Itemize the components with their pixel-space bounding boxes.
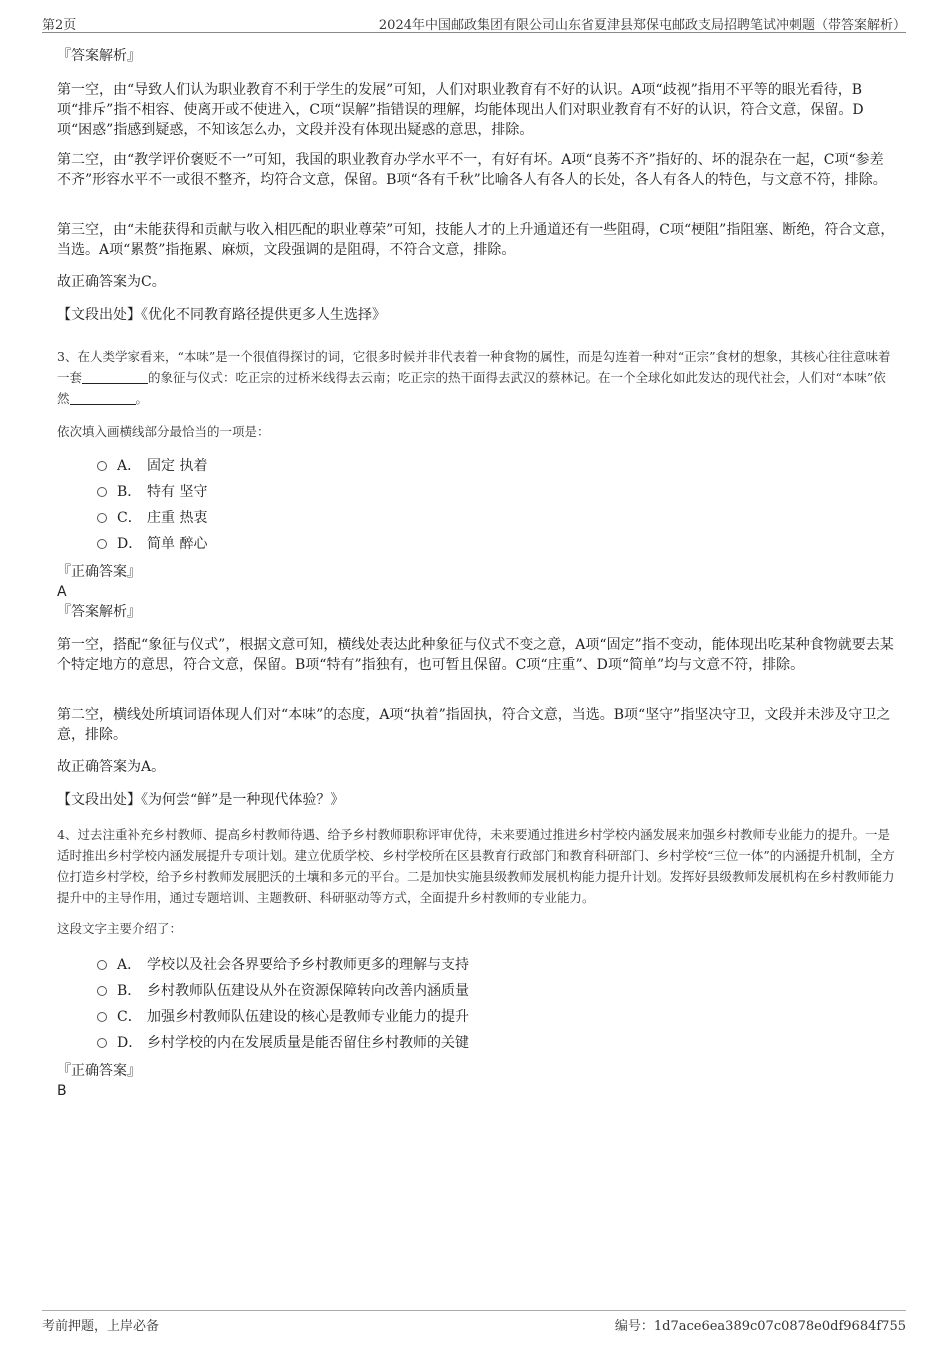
radio-icon[interactable] [97, 1012, 107, 1022]
q2-source: 【文段出处】《优化不同教育路径提供更多人生选择》 [57, 307, 386, 323]
q3-option-a[interactable]: A． 固定 执着 [97, 453, 207, 479]
page-number: 第2页 [42, 18, 77, 33]
q4-answer: B [57, 1083, 67, 1099]
q3-answer-tag: 『正确答案』 [57, 564, 141, 580]
page-footer [42, 1310, 906, 1333]
radio-icon[interactable] [97, 539, 107, 549]
q3-answer: A [57, 584, 67, 600]
q3-option-d[interactable]: D． 简单 醉心 [97, 531, 207, 557]
q3-text-b: 的象征与仪式：吃正宗的过桥米线得去云南；吃正宗的热干面得去武汉的蔡林记。在一个全球化如此发达的现代社会，人们对“本味”依然 [57, 370, 886, 406]
q2-analysis [57, 46, 897, 66]
q3-text-a: 3、在人类学家看来，“本味”是一个很值得探讨的词，它很多时候并非代表着一种食物的属性，而是勾连着一种对“正宗”食材的想象，其核心往往意味着一套 [57, 349, 891, 385]
q4-option-c[interactable]: C． 加强乡村教师队伍建设的核心是教师专业能力的提升 [97, 1004, 469, 1030]
q3-prompt: 依次填入画横线部分最恰当的一项是： [57, 424, 270, 439]
radio-icon[interactable] [97, 960, 107, 970]
analysis-tag: 『答案解析』 [57, 48, 141, 64]
footer-slogan: 考前押题，上岸必备 [42, 1319, 160, 1334]
q4-answer-tag: 『正确答案』 [57, 1063, 141, 1079]
blank-1 [82, 370, 148, 384]
q2-analysis-p3: 第三空，由“未能获得和贡献与收入相匹配的职业尊荣”可知，技能人才的上升通道还有一些阻碍，C项“梗阻”指阻塞、断绝，符合文意，当选。A项“累赘”指拖累、麻烦，文段强调的是阻碍，不符合文意，排除。 [57, 222, 895, 258]
q2-analysis-p2: 第二空，由“教学评价褒贬不一”可知，我国的职业教育办学水平不一，有好有坏。A项“良莠不齐”指好的、坏的混杂在一起，C项“参差不齐”形容水平不一或很不整齐，均符合文意，保留。B项“各有千秋”比喻各人有各人的长处，各人有各人的特色，与文意不符，排除。 [57, 152, 887, 188]
q2-analysis-p1: 第一空，由“导致人们认为职业教育不利于学生的发展”可知，人们对职业教育有不好的认识。A项“歧视”指用不平等的眼光看待，B项“排斥”指不相容、使离开或不使进入，C项“误解”指错误的理解，均能体现出人们对职业教育有不好的认识，符合文意，保留。D项“困惑”指感到疑惑，不知该怎么办，文段并没有体现出疑惑的意思，排除。 [57, 82, 864, 138]
q3-analysis-tag: 『答案解析』 [57, 604, 141, 620]
q3-text-c: 。 [135, 391, 149, 406]
q3-source: 【文段出处】《为何尝“鲜”是一种现代体验？》 [57, 792, 345, 808]
blank-2 [70, 391, 136, 405]
radio-icon[interactable] [97, 513, 107, 523]
radio-icon[interactable] [97, 986, 107, 996]
radio-icon[interactable] [97, 1038, 107, 1048]
q2-conclusion: 故正确答案为C。 [57, 274, 166, 290]
q3-option-c[interactable]: C． 庄重 热衷 [97, 505, 207, 531]
q3-analysis-p2: 第二空，横线处所填词语体现人们对“本味”的态度，A项“执着”指固执，符合文意，当选。B项“坚守”指坚决守卫，文段并未涉及守卫之意，排除。 [57, 707, 891, 743]
radio-icon[interactable] [97, 487, 107, 497]
q3-conclusion: 故正确答案为A。 [57, 759, 166, 775]
q4-option-a[interactable]: A． 学校以及社会各界要给予乡村教师更多的理解与支持 [97, 952, 469, 978]
q3-option-b[interactable]: B． 特有 坚守 [97, 479, 207, 505]
q3-stem [57, 346, 897, 409]
page-header [42, 12, 906, 33]
q3-analysis-p1: 第一空，搭配“象征与仪式”，根据文意可知，横线处表达此种象征与仪式不变之意，A项“固定”指不变动，能体现出吃某种食物就要去某个特定地方的意思，符合文意，保留。B项“特有”指独有，也可暂且保留。C项“庄重”、D项“简单”均与文意不符，排除。 [57, 637, 894, 673]
q4-prompt: 这段文字主要介绍了： [57, 921, 183, 936]
radio-icon[interactable] [97, 461, 107, 471]
q4-stem: 4、过去注重补充乡村教师、提高乡村教师待遇、给予乡村教师职称评审优待，未来要通过推进乡村学校内涵发展来加强乡村教师专业能力的提升。一是适时推出乡村学校内涵发展提升专项计划。建立优质学校、乡村学校所在区县教育行政部门和教育科研部门、乡村学校“三位一体”的内涵提升机制，全方位打造乡村学校，给予乡村教师发展肥沃的土壤和多元的平台。二是加快实施县级教师发展机构能力提升计划。发挥好县级教师发展机构在乡村教师能力提升中的主导作用，通过专题培训、主题教研、科研驱动等方式，全面提升乡村教师的专业能力。 [57, 827, 895, 905]
document-title: 2024年中国邮政集团有限公司山东省夏津县郑保屯邮政支局招聘笔试冲刺题（带答案解析） [378, 18, 906, 33]
q4-option-d[interactable]: D． 乡村学校的内在发展质量是能否留住乡村教师的关键 [97, 1030, 469, 1056]
q3-options [97, 453, 207, 557]
q4-options [97, 952, 469, 1056]
q4-option-b[interactable]: B． 乡村教师队伍建设从外在资源保障转向改善内涵质量 [97, 978, 469, 1004]
document-id: 编号：1d7ace6ea389c07c0878e0df9684f755 [614, 1319, 906, 1334]
